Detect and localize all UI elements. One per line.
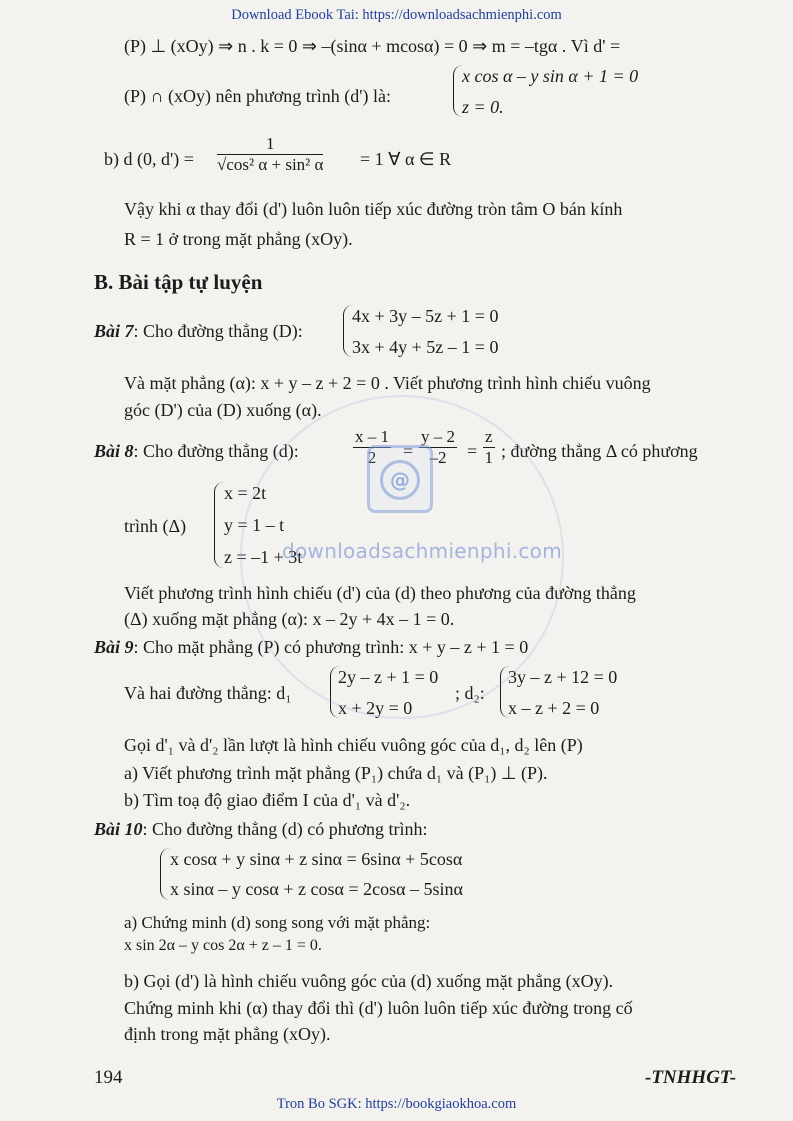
footer-textbook-link[interactable]: Tron Bo SGK: https://bookgiaokhoa.com xyxy=(276,1096,517,1112)
exercise-9-part-a: a) Viết phương trình mặt phẳng (P₁) chứa d₁ và (P₁) ⊥ (P). xyxy=(124,763,548,783)
exercise-8-intro xyxy=(94,440,299,462)
at-sign-icon: @ xyxy=(380,460,420,500)
exercise-10-eq-a: x cosα + y sinα + z sinα = 6sinα + 5cosα xyxy=(170,849,463,869)
exercise-8-text: : Cho đường thẳng (d): xyxy=(133,441,299,461)
exercise-8-trinh: trình (Δ) xyxy=(124,516,187,536)
fraction-numerator: z xyxy=(485,427,493,446)
system-1-eq-b: z = 0. xyxy=(462,97,504,117)
exercise-10-text: : Cho đường thẳng (d) có phương trình: xyxy=(142,819,428,839)
equals-sign: = xyxy=(403,441,414,461)
exercise-10-intro xyxy=(94,818,428,840)
exercise-7-intro xyxy=(94,320,303,342)
exercise-7-line-2: Và mặt phẳng (α): x + y – z + 2 = 0 . Viết phương trình hình chiếu vuông xyxy=(124,373,651,393)
exercise-9-line-3: Gọi d'₁ và d'₂ lần lượt là hình chiếu vuông góc của d₁, d₂ lên (P) xyxy=(124,735,583,755)
publisher-code: -TNHHGT- xyxy=(645,1067,737,1088)
fraction-denominator: 2 xyxy=(367,448,377,467)
equals-sign: = xyxy=(467,441,478,461)
exercise-9-d1-eq-b: x + 2y = 0 xyxy=(338,698,413,718)
distance-fraction xyxy=(217,134,323,175)
exercise-8-eq-c: z = –1 + 3t xyxy=(224,547,303,567)
exercise-10-part-a-plane: x sin 2α – y cos 2α + z – 1 = 0. xyxy=(124,937,322,954)
page-number: 194 xyxy=(94,1067,123,1088)
exercise-8-line-4: Viết phương trình hình chiếu (d') của (d) theo phương của đường thẳng xyxy=(124,583,636,603)
exercise-10-eq-b: x sinα – y cosα + z cosα = 2cosα – 5sinα xyxy=(170,879,463,899)
exercise-9-text: : Cho mặt phẳng (P) có phương trình: x + y – z + 1 = 0 xyxy=(133,637,529,657)
exercise-7-eq-a: 4x + 3y – 5z + 1 = 0 xyxy=(352,306,499,326)
exercise-7-text: : Cho đường thẳng (D): xyxy=(133,321,303,341)
header-download-link[interactable]: Download Ebook Tai: https://downloadsachmienphi.com xyxy=(231,7,562,23)
exercise-10-part-b-line-1: b) Gọi (d') là hình chiếu vuông góc của (d) xuống mặt phẳng (xOy). xyxy=(124,971,614,991)
distance-result: = 1 ∀ α ∈ R xyxy=(360,149,452,169)
exercise-10-part-b-line-3: định trong mặt phẳng (xOy). xyxy=(124,1024,331,1044)
exercise-8-label: Bài 8 xyxy=(94,441,134,461)
line-intersection: (P) ∩ (xOy) nên phương trình (d') là: xyxy=(124,86,391,106)
fraction-numerator: y – 2 xyxy=(421,427,455,446)
exercise-10-label: Bài 10 xyxy=(94,819,143,839)
watermark-text: downloadsachmienphi.com xyxy=(282,539,562,563)
fraction-numerator: 1 xyxy=(265,134,275,153)
exercise-7-label: Bài 7 xyxy=(94,321,134,341)
conclusion-line-1: Vậy khi α thay đổi (d') luôn luôn tiếp xúc đường tròn tâm O bán kính xyxy=(124,199,623,219)
exercise-8-line-5: (Δ) xuống mặt phẳng (α): x – 2y + 4x – 1 = 0. xyxy=(124,609,455,629)
exercise-9-lines-intro: Và hai đường thẳng: d₁ xyxy=(124,683,292,703)
exercise-7-line-3: góc (D') của (D) xuống (α). xyxy=(124,400,322,420)
exercise-9-d2-eq-b: x – z + 2 = 0 xyxy=(508,698,600,718)
fraction-denominator: √cos² α + sin² α xyxy=(217,155,324,174)
fraction-denominator: 1 xyxy=(484,448,494,467)
system-1-eq-a: x cos α – y sin α + 1 = 0 xyxy=(462,66,639,86)
fraction-numerator: x – 1 xyxy=(355,427,389,446)
conclusion-line-2: R = 1 ở trong mặt phẳng (xOy). xyxy=(124,229,353,249)
fraction-denominator: –2 xyxy=(429,448,447,467)
exercise-10-part-a: a) Chứng minh (d) song song với mặt phẳng: xyxy=(124,913,431,932)
exercise-9-label: Bài 9 xyxy=(94,637,134,657)
exercise-8-tail: ; đường thẳng Δ có phương xyxy=(501,441,698,461)
exercise-9-part-b: b) Tìm toạ độ giao điểm I của d'₁ và d'₂. xyxy=(124,790,411,810)
exercise-9-d2-eq-a: 3y – z + 12 = 0 xyxy=(508,667,618,687)
exercise-9-separator: ; d₂: xyxy=(455,683,485,703)
exercise-8-eq-b: y = 1 – t xyxy=(224,515,285,535)
section-heading: B. Bài tập tự luyện xyxy=(94,270,263,294)
exercise-7-eq-b: 3x + 4y + 5z – 1 = 0 xyxy=(352,337,499,357)
exercise-8-eq-a: x = 2t xyxy=(224,483,267,503)
exercise-9-d1-eq-a: 2y – z + 1 = 0 xyxy=(338,667,439,687)
distance-label: b) d (0, d') = xyxy=(104,149,194,169)
exercise-10-part-b-line-2: Chứng minh khi (α) thay đổi thì (d') luôn luôn tiếp xúc đường trong cố xyxy=(124,998,633,1018)
line-perpendicular: (P) ⊥ (xOy) ⇒ n . k = 0 ⇒ –(sinα + mcosα) = 0 ⇒ m = –tgα . Vì d' = xyxy=(124,36,621,56)
